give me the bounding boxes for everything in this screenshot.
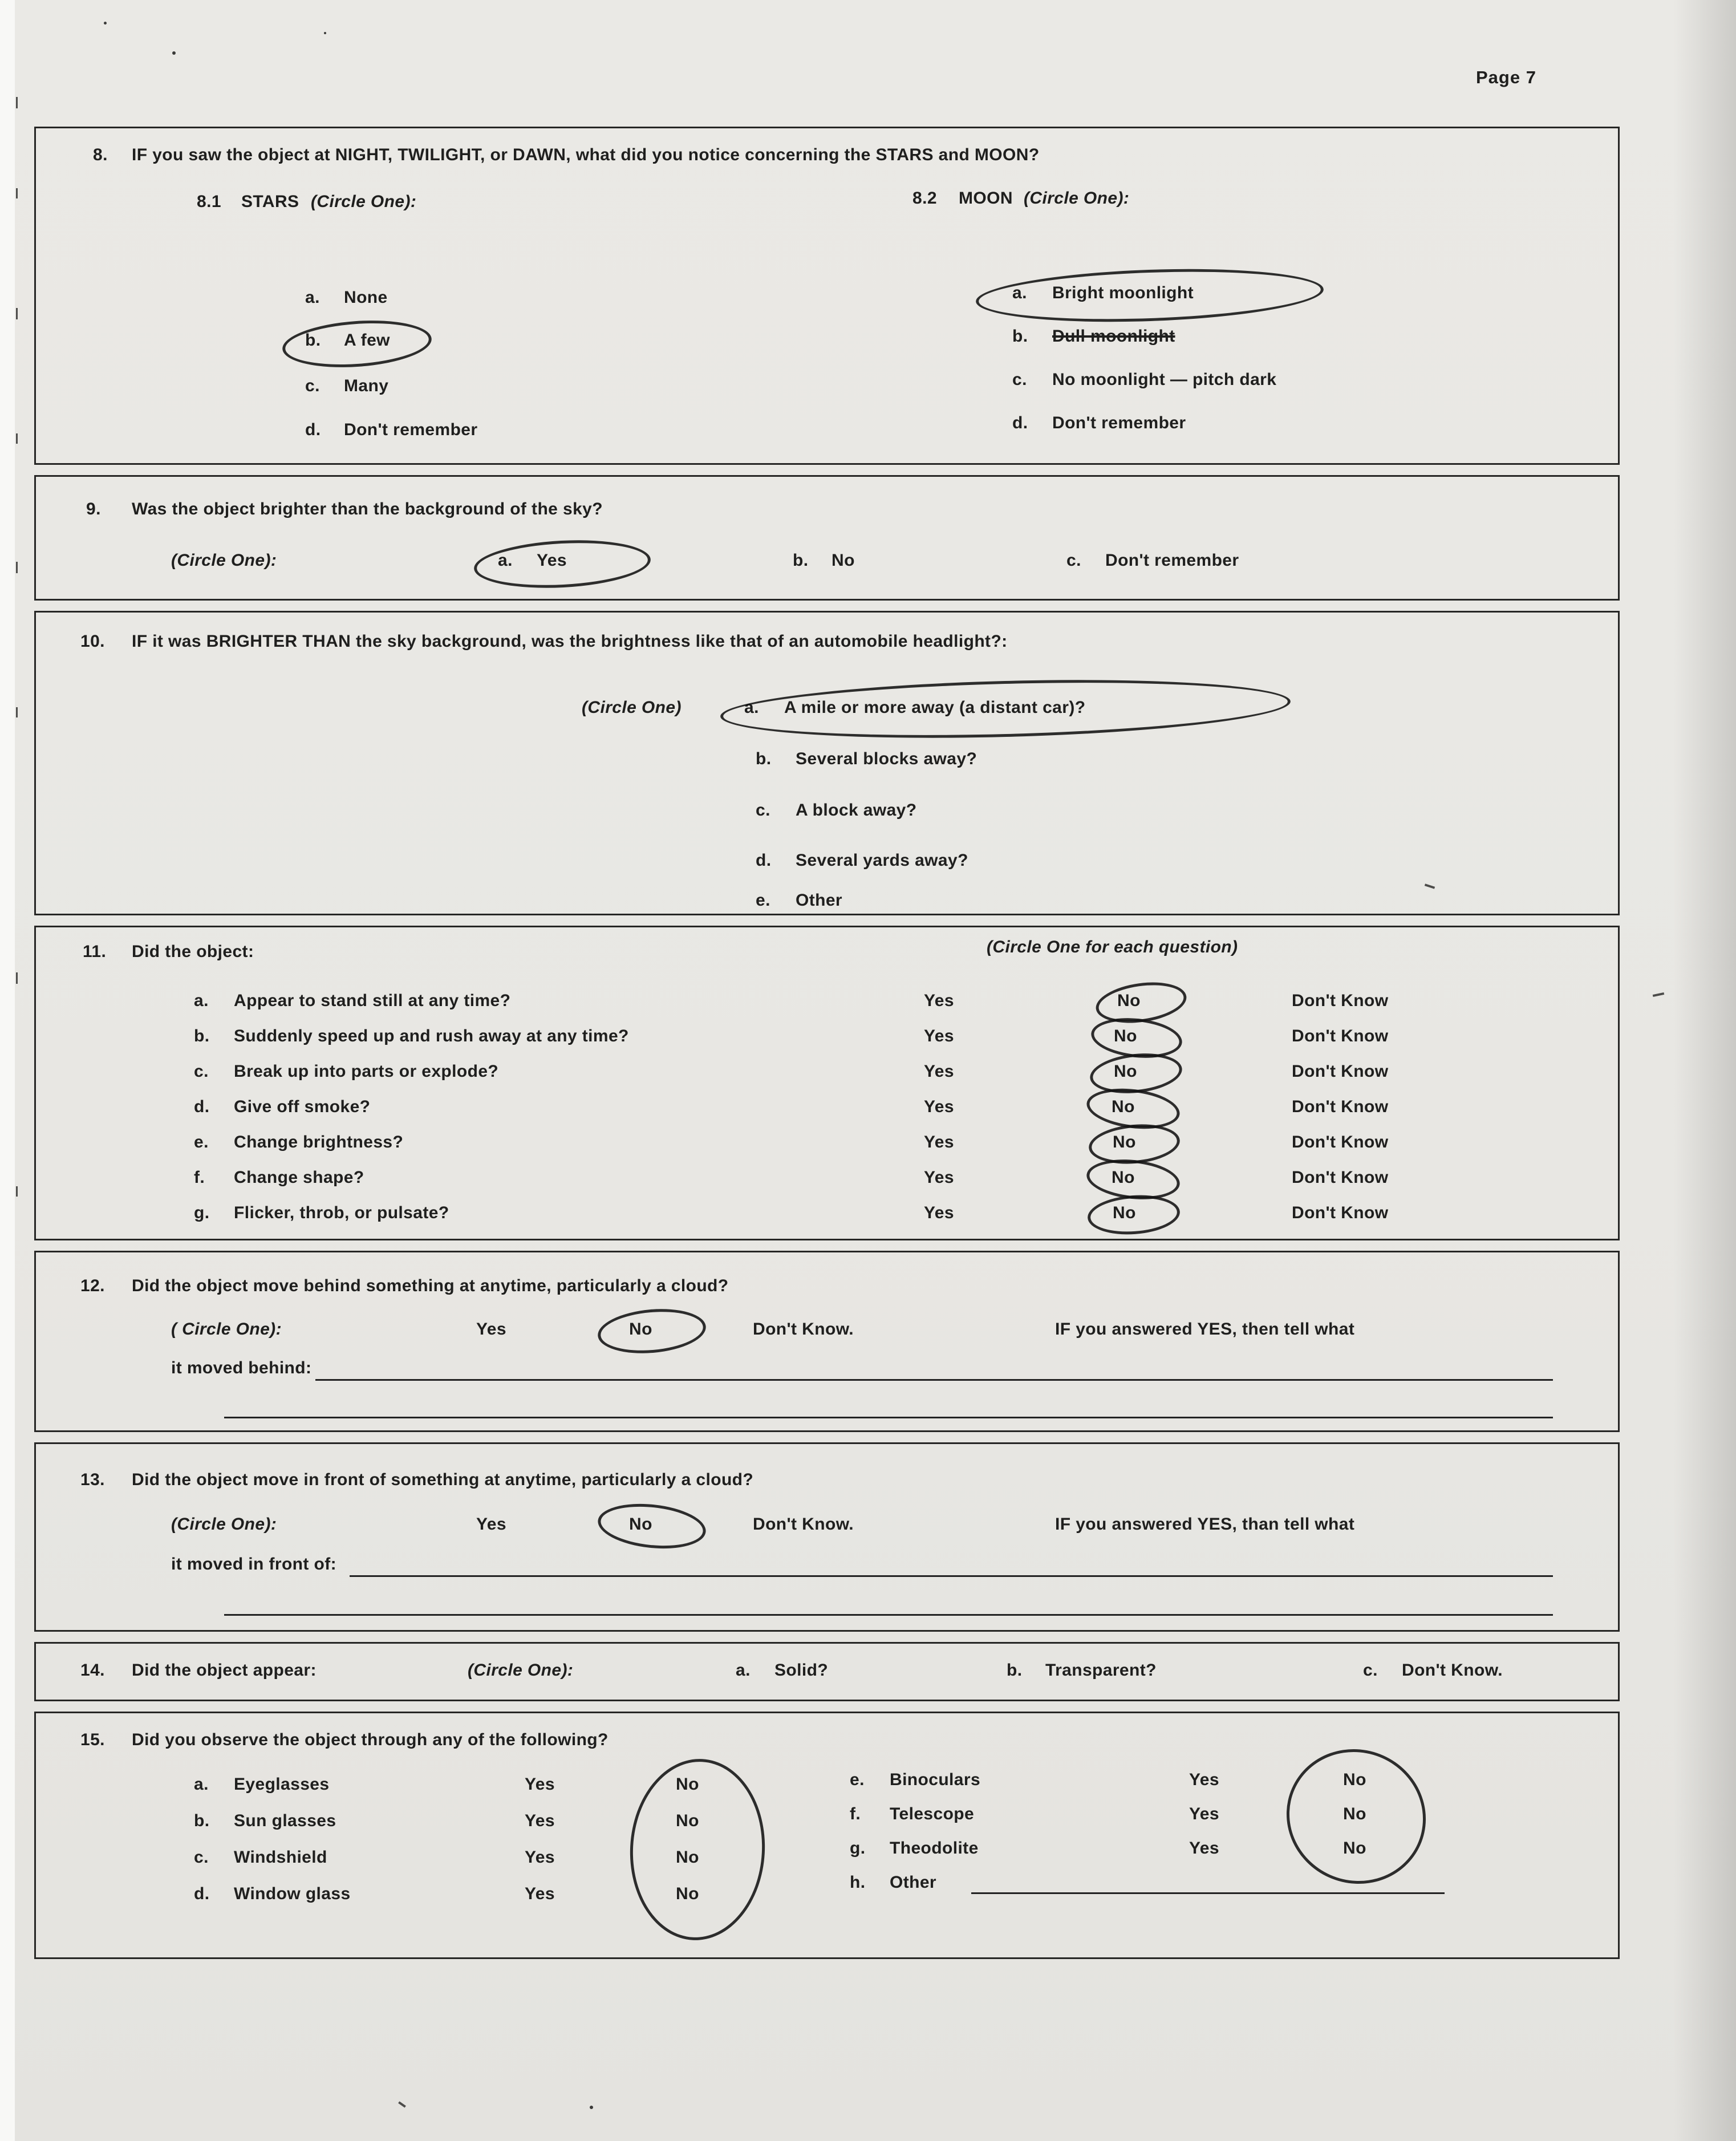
- question-number: 12.: [80, 1276, 105, 1295]
- circle-one-label: (Circle One):: [1024, 189, 1130, 208]
- circle-one-label: (Circle One): [582, 698, 682, 717]
- question-12-box: [34, 1251, 1620, 1432]
- question-number: 14.: [80, 1661, 105, 1680]
- option-label: A mile or more away (a distant car)?: [784, 698, 1086, 717]
- question-8-box: [34, 127, 1620, 465]
- question-number: 9.: [86, 500, 101, 518]
- yes-option: Yes: [924, 1062, 954, 1081]
- option-label: A few: [344, 331, 390, 350]
- yes-option: Yes: [1189, 1839, 1219, 1858]
- option-label: No: [832, 551, 855, 570]
- row-label: Change brightness?: [234, 1133, 404, 1151]
- row-label: Suddenly speed up and rush away at any time?: [234, 1027, 629, 1045]
- option-letter: a.: [1012, 283, 1027, 302]
- question-text: Did the object move in front of something at anytime, particularly a cloud?: [132, 1470, 754, 1489]
- option-letter: a.: [305, 288, 320, 307]
- dont-know-option: Don't Know: [1292, 1097, 1389, 1116]
- other-fill-in-line: [971, 1892, 1445, 1894]
- yes-option: Yes: [525, 1848, 555, 1867]
- subquestion-index: 8.1: [197, 192, 221, 211]
- scan-left-edge: [0, 0, 15, 2141]
- option-letter: b.: [1012, 327, 1028, 346]
- option-label: Don't remember: [1105, 551, 1239, 570]
- dont-know-option: Don't Know: [1292, 1203, 1389, 1222]
- question-14-box: [34, 1642, 1620, 1701]
- item-letter: a.: [194, 1775, 209, 1794]
- option-label-struck: Dull moonlight: [1052, 327, 1175, 346]
- option-label: A block away?: [796, 801, 917, 820]
- circle-one-label: (Circle One):: [468, 1661, 574, 1680]
- no-option: No: [1112, 1168, 1135, 1187]
- circle-one-label: ( Circle One):: [171, 1320, 282, 1339]
- scan-dash: [16, 562, 18, 573]
- subquestion-index: 8.2: [912, 189, 937, 208]
- option-letter: a.: [498, 551, 513, 570]
- dont-know-option: Don't Know: [1292, 1168, 1389, 1187]
- dont-know-option: Don't Know.: [753, 1320, 854, 1339]
- option-letter: b.: [756, 749, 772, 768]
- subquestion-title: STARS: [241, 192, 299, 211]
- fill-in-prompt: it moved in front of:: [171, 1555, 337, 1574]
- question-text: Did you observe the object through any of the following?: [132, 1730, 609, 1749]
- option-letter: d.: [1012, 413, 1028, 432]
- option-letter: d.: [756, 851, 772, 870]
- row-letter: e.: [194, 1133, 209, 1151]
- if-yes-text: IF you answered YES, then tell what: [1055, 1320, 1355, 1339]
- row-letter: f.: [194, 1168, 205, 1187]
- no-option: No: [1112, 1097, 1135, 1116]
- scan-dash: [16, 188, 18, 198]
- item-letter: f.: [850, 1805, 861, 1823]
- scan-dash: [16, 1186, 18, 1197]
- option-label: Don't remember: [344, 420, 478, 439]
- question-13-box: [34, 1442, 1620, 1632]
- option-letter: c.: [1363, 1661, 1378, 1680]
- option-label: Several yards away?: [796, 851, 968, 870]
- option-letter: d.: [305, 420, 321, 439]
- fill-in-line: [224, 1614, 1553, 1616]
- no-option: No: [629, 1515, 652, 1534]
- circled-answer-mark: [1093, 977, 1189, 1028]
- option-label: Yes: [537, 551, 567, 570]
- dont-know-option: Don't Know: [1292, 1027, 1389, 1045]
- row-label: Break up into parts or explode?: [234, 1062, 499, 1081]
- option-letter: a.: [736, 1661, 751, 1680]
- question-number: 13.: [80, 1470, 105, 1489]
- item-letter: e.: [850, 1770, 865, 1789]
- fill-in-prompt: it moved behind:: [171, 1359, 312, 1377]
- no-option: No: [629, 1320, 652, 1339]
- row-letter: d.: [194, 1097, 210, 1116]
- questionnaire-form: [34, 127, 1620, 1969]
- circle-one-label: (Circle One):: [171, 551, 277, 570]
- item-label: Telescope: [890, 1805, 975, 1823]
- yes-option: Yes: [924, 1203, 954, 1222]
- option-label: Don't Know.: [1402, 1661, 1503, 1680]
- question-text: Did the object:: [132, 942, 254, 961]
- subquestion-title: MOON: [959, 189, 1013, 208]
- no-option: No: [676, 1811, 699, 1830]
- item-letter: g.: [850, 1839, 866, 1858]
- option-letter: a.: [744, 698, 759, 717]
- scan-dash: [16, 707, 18, 717]
- item-label: Window glass: [234, 1884, 351, 1903]
- dont-know-option: Don't Know: [1292, 1062, 1389, 1081]
- question-11-box: [34, 926, 1620, 1240]
- option-letter: c.: [1066, 551, 1081, 570]
- yes-option: Yes: [924, 1027, 954, 1045]
- option-letter: b.: [793, 551, 809, 570]
- scan-speck: [324, 32, 326, 34]
- yes-option: Yes: [476, 1320, 506, 1339]
- scan-right-edge: [1673, 0, 1736, 2141]
- no-option: No: [1343, 1805, 1366, 1823]
- question-text: Did the object move behind something at anytime, particularly a cloud?: [132, 1276, 729, 1295]
- yes-option: Yes: [525, 1775, 555, 1794]
- option-letter: c.: [756, 801, 770, 820]
- yes-option: Yes: [924, 1168, 954, 1187]
- question-number: 8.: [93, 145, 108, 164]
- yes-option: Yes: [924, 1097, 954, 1116]
- option-letter: b.: [1007, 1661, 1023, 1680]
- row-letter: b.: [194, 1027, 210, 1045]
- row-label: Appear to stand still at any time?: [234, 991, 511, 1010]
- scan-dash: [16, 433, 18, 444]
- no-option: No: [1113, 1203, 1136, 1222]
- option-label: Solid?: [774, 1661, 829, 1680]
- yes-option: Yes: [924, 991, 954, 1010]
- item-label: Eyeglasses: [234, 1775, 330, 1794]
- scan-speck: [172, 51, 176, 55]
- item-label: Windshield: [234, 1848, 327, 1867]
- dont-know-option: Don't Know: [1292, 1133, 1389, 1151]
- no-option: No: [676, 1775, 699, 1794]
- item-letter: c.: [194, 1848, 209, 1867]
- yes-option: Yes: [525, 1884, 555, 1903]
- scan-mark: [398, 2101, 406, 2107]
- option-label: Transparent?: [1045, 1661, 1157, 1680]
- option-label: Other: [796, 891, 843, 910]
- circle-one-label: (Circle One):: [171, 1515, 277, 1534]
- question-text: IF it was BRIGHTER THAN the sky background, was the brightness like that of an automobile headlight?:: [132, 632, 1008, 651]
- question-text: IF you saw the object at NIGHT, TWILIGHT, or DAWN, what did you notice concerning the STARS and MOON?: [132, 145, 1040, 164]
- no-option: No: [1117, 991, 1141, 1010]
- item-letter: h.: [850, 1873, 866, 1892]
- no-option: No: [1343, 1839, 1366, 1858]
- row-label: Change shape?: [234, 1168, 364, 1187]
- scan-speck: [590, 2106, 593, 2109]
- item-letter: b.: [194, 1811, 210, 1830]
- scan-dash: [16, 97, 18, 108]
- item-label: Sun glasses: [234, 1811, 336, 1830]
- yes-option: Yes: [1189, 1805, 1219, 1823]
- option-letter: b.: [305, 331, 321, 350]
- question-9-box: [34, 475, 1620, 601]
- yes-option: Yes: [476, 1515, 506, 1534]
- question-number: 10.: [80, 632, 105, 651]
- option-letter: c.: [1012, 370, 1027, 389]
- scan-dash: [16, 308, 18, 319]
- instruction-label: (Circle One for each question): [987, 938, 1238, 956]
- row-label: Give off smoke?: [234, 1097, 371, 1116]
- option-letter: e.: [756, 891, 770, 910]
- dont-know-option: Don't Know.: [753, 1515, 854, 1534]
- item-label: Theodolite: [890, 1839, 979, 1858]
- no-option: No: [676, 1848, 699, 1867]
- no-option: No: [1114, 1062, 1137, 1081]
- item-letter: d.: [194, 1884, 210, 1903]
- scan-mark: [1653, 992, 1664, 997]
- no-option: No: [1113, 1133, 1136, 1151]
- option-label: Bright moonlight: [1052, 283, 1194, 302]
- no-option: No: [676, 1884, 699, 1903]
- if-yes-text: IF you answered YES, than tell what: [1055, 1515, 1355, 1534]
- question-10-box: [34, 611, 1620, 915]
- no-option: No: [1343, 1770, 1366, 1789]
- question-number: 15.: [80, 1730, 105, 1749]
- question-number: 11.: [83, 942, 107, 961]
- option-label: Many: [344, 376, 389, 395]
- yes-option: Yes: [924, 1133, 954, 1151]
- yes-option: Yes: [525, 1811, 555, 1830]
- question-text: Did the object appear:: [132, 1661, 317, 1680]
- no-option: No: [1114, 1027, 1137, 1045]
- circle-one-label: (Circle One):: [311, 192, 417, 211]
- option-label: No moonlight — pitch dark: [1052, 370, 1277, 389]
- fill-in-line: [315, 1379, 1553, 1381]
- fill-in-line: [350, 1575, 1553, 1577]
- option-label: Don't remember: [1052, 413, 1186, 432]
- row-letter: c.: [194, 1062, 209, 1081]
- option-label: Several blocks away?: [796, 749, 977, 768]
- yes-option: Yes: [1189, 1770, 1219, 1789]
- option-label: None: [344, 288, 388, 307]
- fill-in-line: [224, 1417, 1553, 1418]
- question-text: Was the object brighter than the background of the sky?: [132, 500, 603, 518]
- item-label: Binoculars: [890, 1770, 981, 1789]
- dont-know-option: Don't Know: [1292, 991, 1389, 1010]
- item-label: Other: [890, 1873, 937, 1892]
- scan-speck: [104, 22, 107, 25]
- question-15-box: [34, 1712, 1620, 1959]
- row-letter: a.: [194, 991, 209, 1010]
- option-letter: c.: [305, 376, 320, 395]
- row-label: Flicker, throb, or pulsate?: [234, 1203, 449, 1222]
- scan-dash: [16, 972, 18, 984]
- row-letter: g.: [194, 1203, 210, 1222]
- page-number: Page 7: [1476, 67, 1536, 87]
